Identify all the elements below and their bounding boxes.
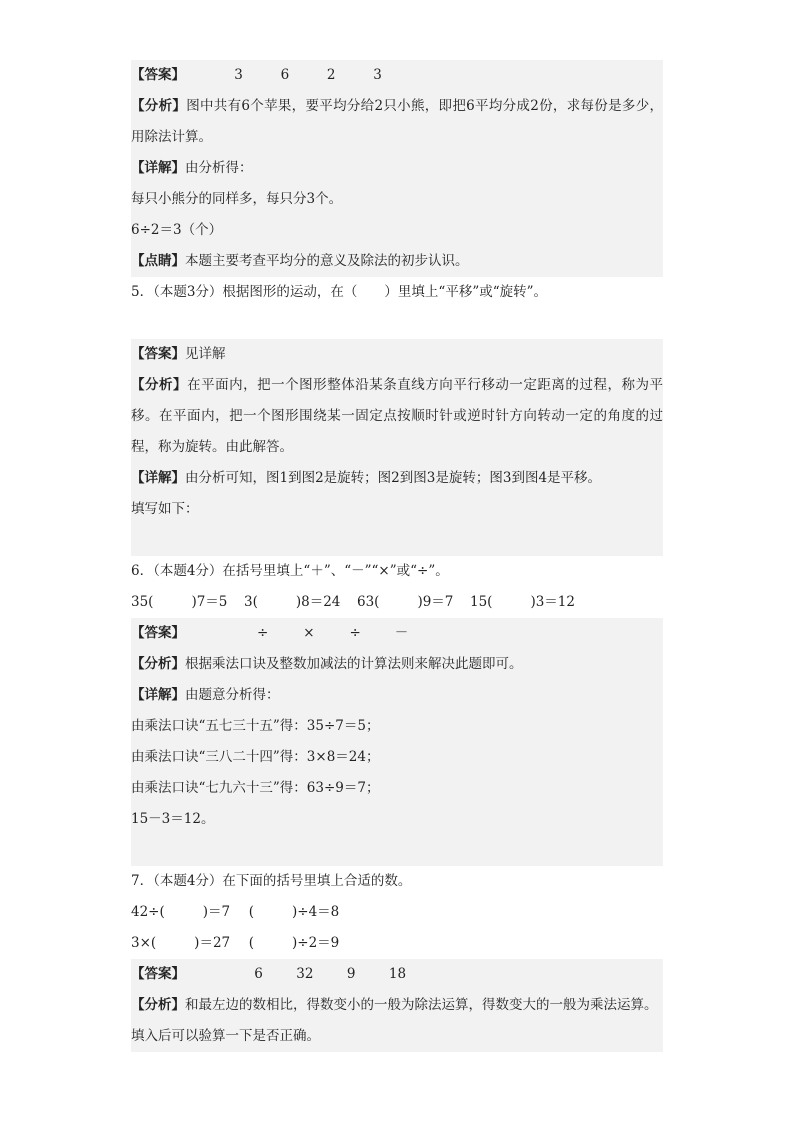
q6-detail	[131, 680, 663, 711]
answer-value: ÷	[349, 625, 361, 641]
analysis-text: 根据乘法口诀及整数加减法的计算法则来解决此题即可。	[185, 656, 523, 672]
analysis-text: 在平面内，把一个图形整体沿某条直线方向平行移动一定距离的过程，称为平移。在平面内，把一个图形围绕某一固定点按顺时针或逆时针方向转动一定的角度的过程，称为旋转。由此解答。	[131, 377, 664, 455]
expr-part: 35(	[131, 594, 154, 610]
expr-part: )9＝7	[417, 594, 454, 610]
q4-detail-line: 每只小熊分的同样多，每只分3个。	[131, 191, 343, 207]
q5-analysis	[131, 370, 663, 463]
q6-expressions	[131, 587, 663, 618]
expr-part: 63(	[357, 594, 380, 610]
analysis-label: 【分析】	[131, 377, 188, 393]
q6-detail-line: 15－3＝12。	[131, 811, 215, 827]
expr-part: (	[248, 904, 254, 920]
answer-value: 6	[254, 966, 263, 982]
answer-value: －	[394, 625, 409, 641]
q4-solution	[131, 60, 663, 277]
detail-text: 由题意分析得：	[185, 687, 280, 703]
q7-answer-line	[131, 959, 663, 990]
answer-value: 9	[346, 966, 356, 982]
answer-label: 【答案】	[131, 625, 185, 641]
q6-question: 6．（本题4分）在括号里填上“＋”、“－”“×”或“÷”。	[131, 563, 449, 579]
document-page	[131, 60, 663, 1052]
q6-detail-line: 由乘法口诀“五七三十五”得：35÷7＝5；	[131, 718, 380, 734]
answer-label: 【答案】	[131, 346, 185, 362]
q6-trailing-space	[131, 835, 663, 866]
q4-analysis	[131, 91, 663, 153]
q5-solution	[131, 339, 663, 556]
q5-detail-line: 填写如下：	[131, 501, 199, 517]
answer-value: ÷	[256, 625, 269, 641]
q4-detail-line: 6÷2＝3（个）	[131, 222, 223, 238]
analysis-label: 【分析】	[131, 997, 185, 1013]
q5-answer	[131, 339, 663, 370]
q6-detail-line: 由乘法口诀“三八二十四”得：3×8＝24；	[131, 749, 380, 765]
q7-question: 7．（本题4分）在下面的括号里填上合适的数。	[131, 873, 412, 889]
analysis-text: 和最左边的数相比，得数变小的一般为除法运算，得数变大的一般为乘法运算。	[185, 997, 658, 1013]
detail-label: 【详解】	[131, 687, 185, 703]
detail-label: 【详解】	[131, 160, 185, 176]
answer-value: 2	[326, 67, 336, 83]
expr-part: )7＝5	[191, 594, 228, 610]
answer-label: 【答案】	[131, 67, 185, 83]
q7-analysis-line: 填入后可以验算一下是否正确。	[131, 1028, 320, 1044]
q5-detail	[131, 463, 663, 494]
q5-answer-figure-space	[131, 525, 663, 556]
q7-row	[131, 897, 663, 928]
expr-part: )÷2＝9	[292, 935, 340, 951]
answer-value: 6	[280, 67, 290, 83]
q7-solution	[131, 959, 663, 1052]
q4-comment	[131, 246, 663, 277]
analysis-label: 【分析】	[131, 98, 187, 114]
q5-question: 5．（本题3分）根据图形的运动，在（ ）里填上“平移”或“旋转”。	[131, 284, 548, 300]
q7-row	[131, 928, 663, 959]
expr-part: 15(	[470, 594, 493, 610]
answer-text: 见详解	[185, 346, 226, 362]
expr-part: )÷4＝8	[292, 904, 340, 920]
expr-part: 3×(	[131, 935, 157, 951]
analysis-text: 图中共有6个苹果，要平均分给2只小熊，即把6平均分成2份，求每份是多少，用除法计算。	[131, 98, 664, 145]
answer-value: 32	[296, 966, 314, 982]
q6-solution	[131, 618, 663, 866]
q6-answer-line	[131, 618, 663, 649]
expr-part: )8＝24	[295, 594, 341, 610]
q5-figure-space	[131, 308, 663, 339]
expr-part: 42÷(	[131, 904, 165, 920]
analysis-label: 【分析】	[131, 656, 185, 672]
q4-answer-line	[131, 60, 663, 91]
expr-part: )3＝12	[530, 594, 575, 610]
comment-text: 本题主要考查平均分的意义及除法的初步认识。	[185, 253, 469, 269]
answer-value: 18	[388, 966, 407, 982]
expr-part: )＝27	[194, 935, 231, 951]
q6-detail-line: 由乘法口诀“七九六十三”得：63÷9＝7；	[131, 780, 380, 796]
detail-text: 由分析可知，图1到图2是旋转；图2到图3是旋转；图3到图4是平移。	[185, 470, 602, 486]
detail-text: 由分析得：	[185, 160, 253, 176]
comment-label: 【点睛】	[131, 253, 185, 269]
detail-label: 【详解】	[131, 470, 185, 486]
answer-value: ×	[303, 625, 315, 641]
answer-label: 【答案】	[131, 966, 185, 982]
answer-value: 3	[234, 67, 243, 83]
q4-detail	[131, 153, 663, 184]
q6-analysis	[131, 649, 663, 680]
expr-part: (	[248, 935, 254, 951]
expr-part: )＝7	[202, 904, 231, 920]
answer-value: 3	[373, 67, 382, 83]
expr-part: 3(	[244, 594, 258, 610]
q7-analysis	[131, 990, 663, 1021]
